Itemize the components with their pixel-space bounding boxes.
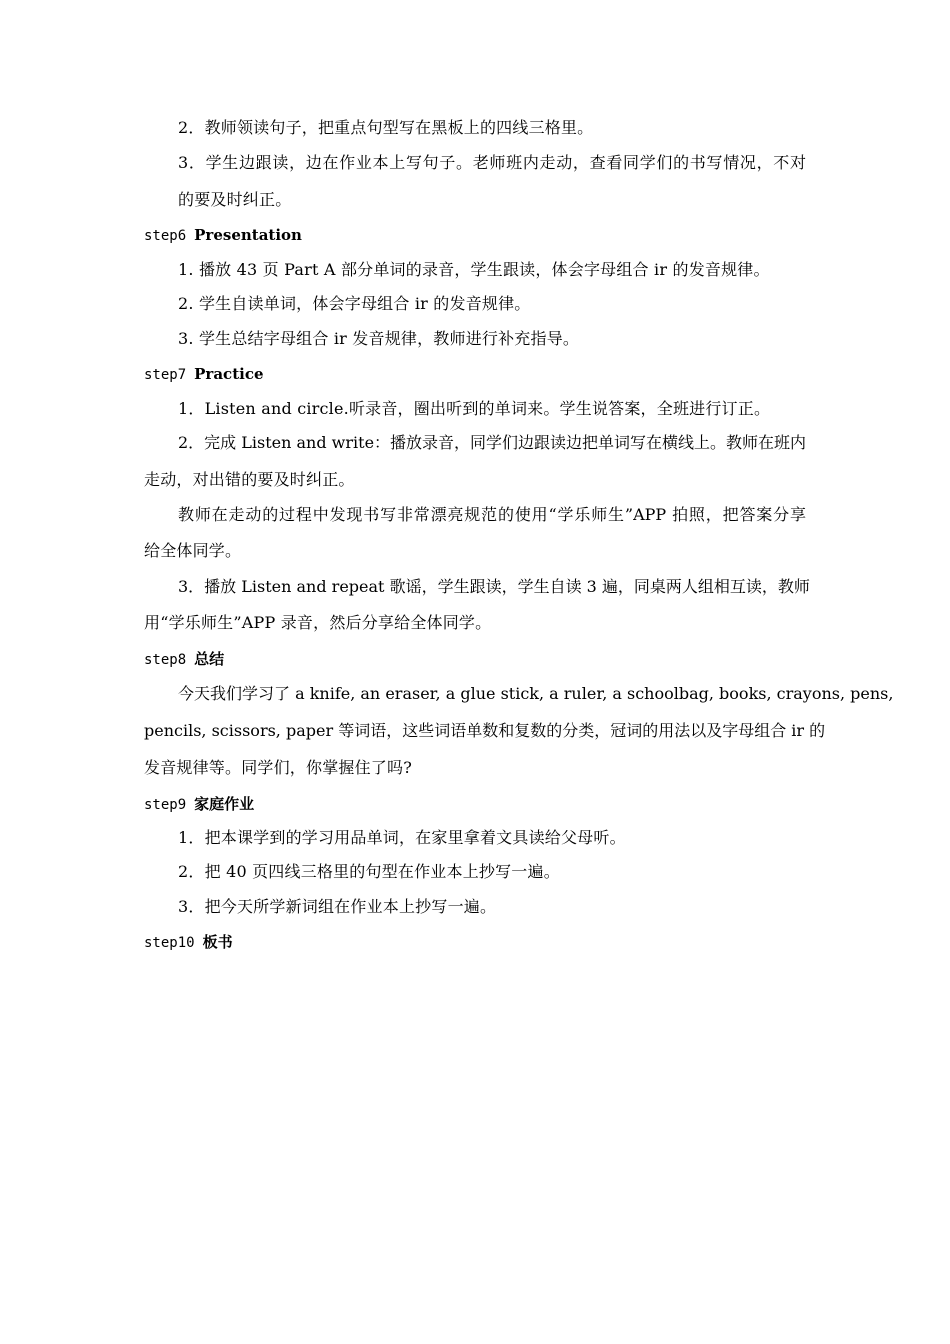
step6-label: step6 <box>144 228 187 244</box>
step10-label: step10 <box>144 935 195 951</box>
step6-title: Presentation <box>194 226 302 244</box>
step6-item-3: 3. 学生总结字母组合 ir 发音规律，教师进行补充指导。 <box>178 329 580 348</box>
step7-item-3-line2: 用“学乐师生”APP 录音，然后分享给全体同学。 <box>144 613 492 632</box>
step10-title: 板书 <box>202 933 233 951</box>
step6-item-2: 2. 学生自读单词，体会字母组合 ir 的发音规律。 <box>178 294 531 313</box>
step7-heading <box>144 364 264 385</box>
step7-item-2-line2: 走动，对出错的要及时纠正。 <box>144 470 355 489</box>
step10-heading <box>144 932 233 953</box>
step6-heading <box>144 225 302 246</box>
step8-label: step8 <box>144 652 187 668</box>
step9-title: 家庭作业 <box>194 795 255 813</box>
step8-heading <box>144 649 224 670</box>
step7-item-3-line1: 3．播放 Listen and repeat 歌谣，学生跟读，学生自读 3 遍，同桌两人组相互读，教师 <box>178 577 810 596</box>
step7-item-1: 1．Listen and circle.听录音，圈出听到的单词来。学生说答案，全班进行订正。 <box>178 399 771 418</box>
step9-item-1: 1．把本课学到的学习用品单词，在家里拿着文具读给父母听。 <box>178 828 626 847</box>
step7-note-line2: 给全体同学。 <box>144 541 242 560</box>
step5-item-2: 2．教师领读句子，把重点句型写在黑板上的四线三格里。 <box>178 118 594 137</box>
step6-item-1: 1. 播放 43 页 Part A 部分单词的录音，学生跟读，体会字母组合 ir 的发音规律。 <box>178 260 770 279</box>
step9-item-2: 2．把 40 页四线三格里的句型在作业本上抄写一遍。 <box>178 862 560 881</box>
step9-heading <box>144 794 254 815</box>
step7-note-line1: 教师在走动的过程中发现书写非常漂亮规范的使用“学乐师生”APP 拍照，把答案分享 <box>178 505 806 524</box>
step8-line3: 发音规律等。同学们，你掌握住了吗? <box>144 758 412 777</box>
step9-item-3: 3．把今天所学新词组在作业本上抄写一遍。 <box>178 897 497 916</box>
step8-title: 总结 <box>194 650 225 668</box>
step5-item-3-line2: 的要及时纠正。 <box>178 190 292 209</box>
step8-line2: pencils, scissors, paper 等词语，这些词语单数和复数的分类，冠词的用法以及字母组合 ir 的 <box>144 721 826 740</box>
step7-item-2-line1: 2．完成 Listen and write：播放录音，同学们边跟读边把单词写在横线上。教师在班内 <box>178 433 807 452</box>
step9-label: step9 <box>144 797 187 813</box>
step7-title: Practice <box>194 365 264 383</box>
step8-line1: 今天我们学习了 a knife, an eraser, a glue stick, a ruler, a schoolbag, books, crayons, pens, <box>178 684 894 703</box>
step7-label: step7 <box>144 367 187 383</box>
step5-item-3-line1: 3．学生边跟读，边在作业本上写句子。老师班内走动，查看同学们的书写情况，不对 <box>178 153 806 172</box>
